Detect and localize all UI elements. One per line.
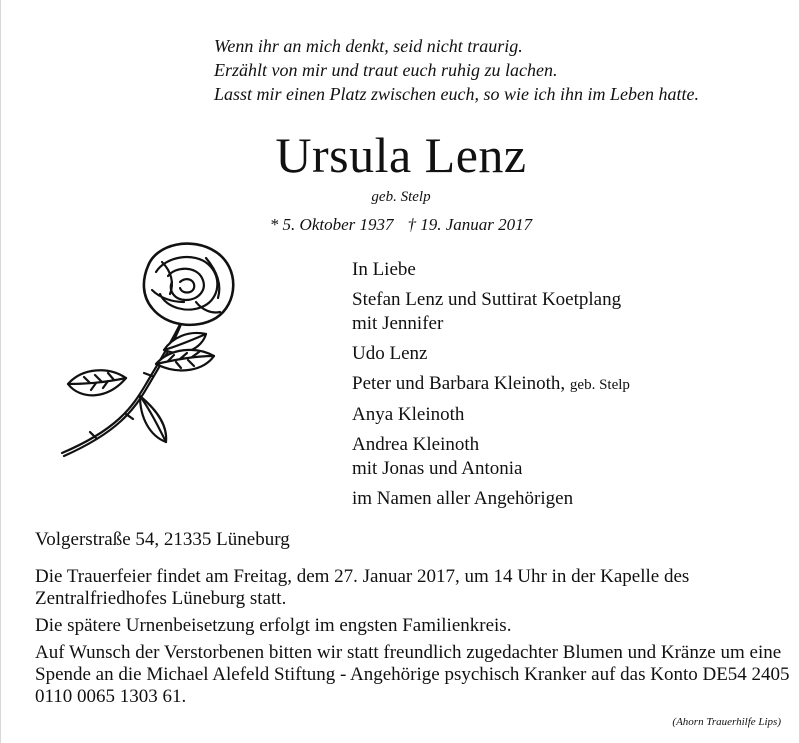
family-closing: im Namen aller Angehörigen — [352, 488, 574, 509]
poem-line-1: Wenn ihr an mich denkt, seid nicht traurig. — [214, 36, 523, 56]
family-intro: In Liebe — [352, 259, 416, 280]
address: Volgerstraße 54, 21335 Lüneburg — [35, 529, 290, 550]
life-dates — [1, 213, 800, 237]
mourner-line: mit Jennifer — [352, 313, 444, 334]
funeral-text: Die Trauerfeier findet am Freitag, dem 27. Januar 2017, um 14 Uhr in der Kapelle des Zentralfriedhofes Lüneburg statt. — [35, 566, 690, 609]
poem-line-3: Lasst mir einen Platz zwischen euch, so wie ich ihn im Leben hatte. — [214, 84, 699, 104]
mourner-line: Anya Kleinoth — [352, 404, 465, 425]
poem — [214, 34, 699, 106]
credit: (Ahorn Trauerhilfe Lips) — [672, 716, 781, 728]
urn-text: Die spätere Urnenbeisetzung erfolgt im engsten Familienkreis. — [35, 615, 512, 636]
deceased-name: Ursula Lenz — [275, 127, 527, 183]
rose-icon — [56, 238, 246, 458]
mourner-line: mit Jonas und Antonia — [352, 458, 523, 479]
poem-line-2: Erzählt von mir und traut euch ruhig zu lachen. — [214, 60, 558, 80]
mourner-line: Stefan Lenz und Suttirat Koetplang — [352, 289, 622, 310]
mourner-line: Andrea Kleinoth — [352, 434, 480, 455]
funeral-info — [35, 566, 795, 713]
mourners-list — [352, 258, 630, 511]
maiden-name: geb. Stelp — [371, 189, 431, 205]
death-date: † 19. Januar 2017 — [407, 215, 533, 234]
mourner-line — [352, 372, 630, 397]
mourner-suffix: geb. Stelp — [569, 377, 630, 393]
mourner-line: Udo Lenz — [352, 343, 428, 364]
donation-text: Auf Wunsch der Verstorbenen bitten wir statt freundlich zugedachter Blumen und Kränze um eine Spende an die Michael Alefeld Stiftung - Angehörige psychisch Kranker auf das Konto DE54 2405 0110 0065 1303 61. — [35, 642, 790, 707]
birth-date: * 5. Oktober 1937 — [269, 215, 394, 234]
mourner-name: Peter und Barbara Kleinoth, — [352, 373, 566, 394]
